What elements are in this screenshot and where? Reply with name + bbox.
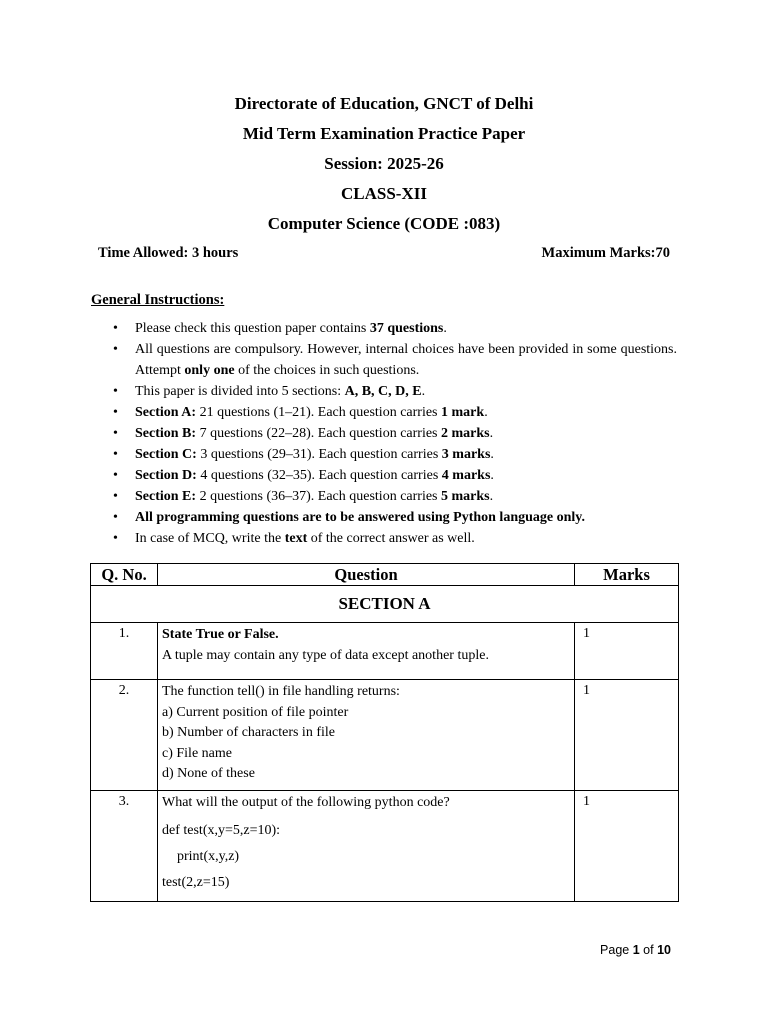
question-text: What will the output of the following python code? <box>162 795 450 810</box>
question-cell <box>158 623 575 680</box>
instruction-text: 7 questions (22–28). Each question carries <box>196 426 442 441</box>
instruction-lead: Section B: <box>135 426 197 441</box>
instruction-lead: Section C: <box>135 447 197 462</box>
time-allowed: Time Allowed: 3 hours <box>98 245 239 261</box>
instruction-text: of the choices in such questions. <box>234 363 420 378</box>
question-title: State True or False. <box>162 627 279 642</box>
instruction-lead: All programming questions are to be answered using Python language only. <box>135 510 586 525</box>
code-line: test(2,z=15) <box>162 874 230 890</box>
question-number: 2. <box>91 680 158 791</box>
instruction-item <box>91 423 677 444</box>
instruction-text: 21 questions (1–21). Each question carries <box>196 405 442 420</box>
option-b: b) Number of characters in file <box>162 725 335 740</box>
bullet-icon: • <box>113 426 118 441</box>
question-table <box>90 563 679 902</box>
instruction-bold: A, B, C, D, E <box>344 384 422 399</box>
instruction-bold: 37 questions <box>369 321 444 336</box>
page-footer <box>600 943 671 957</box>
question-cell <box>158 680 575 791</box>
instruction-item <box>91 465 677 486</box>
instruction-text: . <box>484 405 488 420</box>
instruction-text: . <box>490 447 494 462</box>
instruction-lead: Section E: <box>135 489 197 504</box>
maximum-marks: Maximum Marks:70 <box>541 245 670 261</box>
question-number: 1. <box>91 623 158 680</box>
option-d: d) None of these <box>162 766 255 781</box>
instruction-text: . <box>489 426 494 441</box>
question-marks: 1 <box>575 623 679 680</box>
option-a: a) Current position of file pointer <box>162 704 349 720</box>
instruction-bold: 4 marks <box>441 468 491 483</box>
section-row <box>91 586 679 623</box>
option-c: c) File name <box>162 745 232 761</box>
instruction-text: 2 questions (36–37). Each question carries <box>196 489 442 504</box>
bullet-icon: • <box>113 489 118 504</box>
instruction-item <box>91 444 677 465</box>
header-exam-title: Mid Term Examination Practice Paper <box>242 124 526 143</box>
of-label: of <box>643 943 654 957</box>
instruction-item <box>91 486 677 507</box>
header-qno: Q. No. <box>91 564 158 586</box>
instruction-text: All questions are compulsory. However, internal choices have been provided in some questions. Attempt <box>135 342 677 378</box>
header-question: Question <box>158 564 575 586</box>
question-cell <box>158 791 575 902</box>
instruction-bold: 1 mark <box>441 405 485 420</box>
instructions-list <box>91 318 677 549</box>
table-header-row <box>91 564 679 586</box>
header-directorate: Directorate of Education, GNCT of Delhi <box>234 94 534 113</box>
instruction-item <box>91 318 677 339</box>
instruction-item <box>91 381 677 402</box>
code-line: def test(x,y=5,z=10): <box>162 822 281 838</box>
instruction-text: . <box>489 489 494 504</box>
bullet-icon: • <box>113 405 118 420</box>
instruction-text: 3 questions (29–31). Each question carries <box>196 447 442 462</box>
current-page: 1 <box>632 943 640 957</box>
header-marks: Marks <box>575 564 679 586</box>
header-session: Session: 2025-26 <box>324 154 444 173</box>
instruction-item <box>91 507 677 528</box>
bullet-icon: • <box>113 384 118 399</box>
general-instructions-label: General Instructions <box>91 292 220 308</box>
instruction-text: Please check this question paper contains <box>135 321 370 336</box>
question-text: A tuple may contain any type of data except another tuple. <box>162 647 489 663</box>
bullet-icon: • <box>113 321 118 336</box>
instruction-bold: 3 marks <box>441 447 491 462</box>
instruction-text: . <box>443 321 447 336</box>
bullet-icon: • <box>113 531 118 546</box>
instruction-bold: text <box>284 531 308 546</box>
code-line: print(x,y,z) <box>177 848 240 864</box>
instruction-text: In case of MCQ, write the <box>135 531 285 546</box>
total-pages: 10 <box>657 943 671 957</box>
section-a-title: SECTION A <box>91 586 679 623</box>
header-class: CLASS-XII <box>341 184 427 203</box>
general-instructions-heading <box>91 290 224 310</box>
page-label: Page <box>600 943 630 957</box>
instruction-item <box>91 339 677 381</box>
instruction-bold: 2 marks <box>441 426 490 441</box>
header-subject: Computer Science (CODE :083) <box>267 214 501 233</box>
question-marks: 1 <box>575 791 679 902</box>
instruction-item <box>91 402 677 423</box>
bullet-icon: • <box>113 510 118 525</box>
general-instructions-colon: : <box>219 292 225 308</box>
bullet-icon: • <box>113 468 118 483</box>
instruction-bold: only one <box>184 363 235 378</box>
question-number: 3. <box>91 791 158 902</box>
bullet-icon: • <box>113 342 118 357</box>
instruction-text: . <box>490 468 494 483</box>
table-row <box>91 791 679 902</box>
instruction-lead: Section D: <box>135 468 197 483</box>
instruction-lead: Section A: <box>135 405 197 420</box>
table-row <box>91 680 679 791</box>
instruction-text: of the correct answer as well. <box>307 531 475 546</box>
table-row <box>91 623 679 680</box>
instruction-bold: 5 marks <box>441 489 490 504</box>
instruction-text: 4 questions (32–35). Each question carries <box>196 468 442 483</box>
question-marks: 1 <box>575 680 679 791</box>
instruction-text: . <box>421 384 426 399</box>
question-text: The function tell() in file handling returns: <box>162 684 400 699</box>
instruction-text: This paper is divided into 5 sections: <box>135 384 345 399</box>
bullet-icon: • <box>113 447 118 462</box>
instruction-item <box>91 528 677 549</box>
